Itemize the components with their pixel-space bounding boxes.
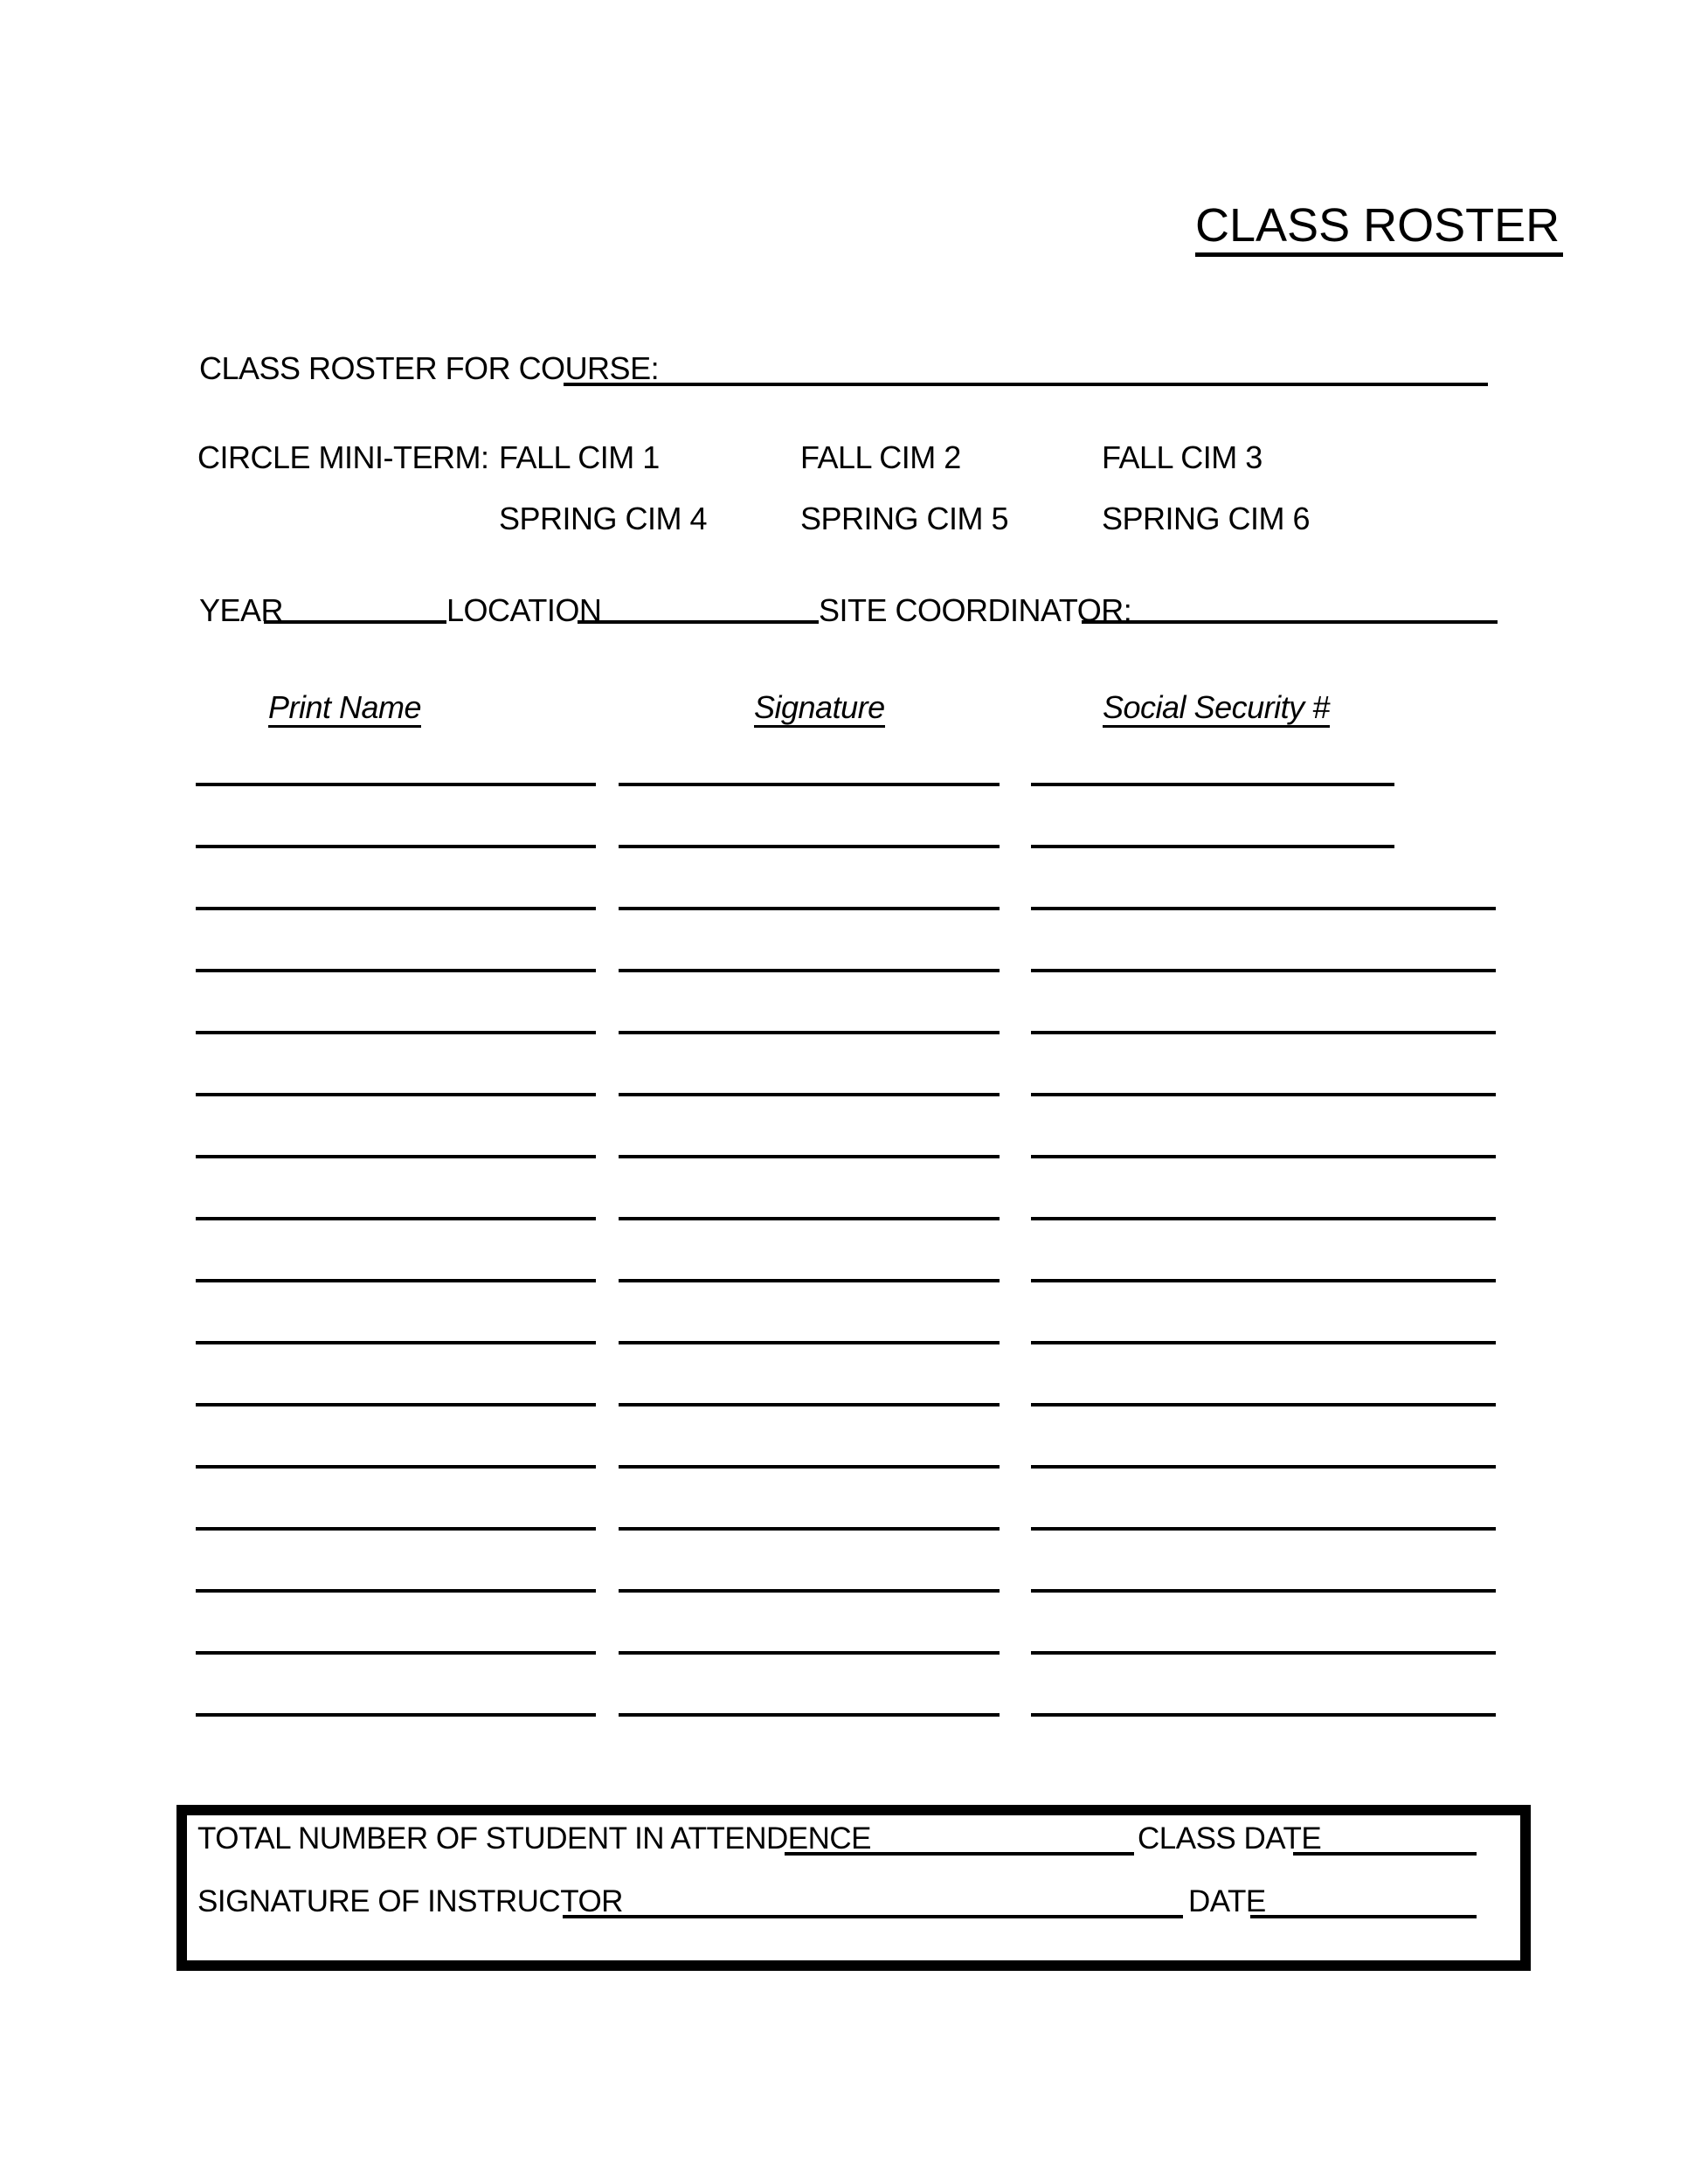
ssn-line[interactable] bbox=[1031, 1403, 1496, 1406]
course-label: CLASS ROSTER FOR COURSE: bbox=[199, 350, 660, 386]
header-signature: Signature bbox=[754, 692, 885, 728]
ssn-line[interactable] bbox=[1031, 907, 1496, 910]
site-coordinator-line[interactable] bbox=[1082, 593, 1498, 624]
signature-line[interactable] bbox=[619, 1093, 1000, 1096]
course-line[interactable] bbox=[564, 353, 1488, 386]
ssn-line[interactable] bbox=[1031, 1527, 1496, 1531]
signature-line[interactable] bbox=[619, 1341, 1000, 1344]
location-line[interactable] bbox=[578, 593, 819, 624]
class-date-line[interactable] bbox=[1293, 1822, 1477, 1856]
print-name-line[interactable] bbox=[196, 1589, 596, 1593]
print-name-line[interactable] bbox=[196, 1031, 596, 1034]
signature-line[interactable] bbox=[619, 1713, 1000, 1717]
header-print-name: Print Name bbox=[268, 692, 421, 728]
print-name-line[interactable] bbox=[196, 1341, 596, 1344]
ssn-line[interactable] bbox=[1031, 1155, 1496, 1158]
total-students-line[interactable] bbox=[785, 1822, 1134, 1856]
page-title: CLASS ROSTER bbox=[1195, 201, 1563, 257]
option-fall-cim-1[interactable]: FALL CIM 1 bbox=[499, 439, 660, 475]
date-label: DATE bbox=[1188, 1884, 1266, 1918]
signature-line[interactable] bbox=[619, 969, 1000, 972]
option-spring-cim-6[interactable]: SPRING CIM 6 bbox=[1102, 501, 1311, 536]
option-spring-cim-4[interactable]: SPRING CIM 4 bbox=[499, 501, 708, 536]
ssn-line[interactable] bbox=[1031, 1217, 1496, 1220]
ssn-line[interactable] bbox=[1031, 1465, 1496, 1469]
print-name-line[interactable] bbox=[196, 1403, 596, 1406]
ssn-line[interactable] bbox=[1031, 1093, 1496, 1096]
year-line[interactable] bbox=[264, 593, 446, 624]
ssn-line[interactable] bbox=[1031, 1713, 1496, 1717]
date-line[interactable] bbox=[1250, 1885, 1477, 1918]
instructor-signature-label: SIGNATURE OF INSTRUCTOR bbox=[197, 1884, 623, 1918]
print-name-line[interactable] bbox=[196, 1465, 596, 1469]
signature-line[interactable] bbox=[619, 1279, 1000, 1282]
signature-line[interactable] bbox=[619, 1155, 1000, 1158]
year-label: YEAR bbox=[199, 592, 284, 628]
ssn-line[interactable] bbox=[1031, 969, 1496, 972]
totals-box bbox=[176, 1805, 1531, 1971]
print-name-line[interactable] bbox=[196, 1217, 596, 1220]
ssn-line[interactable] bbox=[1031, 1589, 1496, 1593]
option-fall-cim-3[interactable]: FALL CIM 3 bbox=[1102, 439, 1263, 475]
print-name-line[interactable] bbox=[196, 1155, 596, 1158]
signature-line[interactable] bbox=[619, 1589, 1000, 1593]
signature-line[interactable] bbox=[619, 845, 1000, 848]
signature-line[interactable] bbox=[619, 1465, 1000, 1469]
ssn-line[interactable] bbox=[1031, 1279, 1496, 1282]
signature-line[interactable] bbox=[619, 907, 1000, 910]
print-name-line[interactable] bbox=[196, 1713, 596, 1717]
ssn-line[interactable] bbox=[1031, 845, 1394, 848]
print-name-line[interactable] bbox=[196, 783, 596, 786]
header-social-security: Social Security # bbox=[1103, 692, 1330, 728]
print-name-line[interactable] bbox=[196, 1527, 596, 1531]
signature-line[interactable] bbox=[619, 1527, 1000, 1531]
instructor-signature-line[interactable] bbox=[563, 1885, 1183, 1918]
signature-line[interactable] bbox=[619, 1031, 1000, 1034]
total-students-label: TOTAL NUMBER OF STUDENT IN ATTENDENCE bbox=[197, 1821, 872, 1856]
mini-term-label: CIRCLE MINI-TERM: bbox=[197, 439, 489, 475]
print-name-line[interactable] bbox=[196, 969, 596, 972]
site-coordinator-label: SITE COORDINATOR: bbox=[819, 592, 1132, 628]
signature-line[interactable] bbox=[619, 783, 1000, 786]
ssn-line[interactable] bbox=[1031, 1651, 1496, 1655]
signature-line[interactable] bbox=[619, 1403, 1000, 1406]
print-name-line[interactable] bbox=[196, 845, 596, 848]
ssn-line[interactable] bbox=[1031, 1341, 1496, 1344]
signature-line[interactable] bbox=[619, 1651, 1000, 1655]
option-fall-cim-2[interactable]: FALL CIM 2 bbox=[800, 439, 961, 475]
print-name-line[interactable] bbox=[196, 907, 596, 910]
signature-line[interactable] bbox=[619, 1217, 1000, 1220]
print-name-line[interactable] bbox=[196, 1651, 596, 1655]
option-spring-cim-5[interactable]: SPRING CIM 5 bbox=[800, 501, 1009, 536]
location-label: LOCATION bbox=[446, 592, 602, 628]
ssn-line[interactable] bbox=[1031, 783, 1394, 786]
print-name-line[interactable] bbox=[196, 1279, 596, 1282]
print-name-line[interactable] bbox=[196, 1093, 596, 1096]
class-date-label: CLASS DATE bbox=[1138, 1821, 1322, 1856]
ssn-line[interactable] bbox=[1031, 1031, 1496, 1034]
